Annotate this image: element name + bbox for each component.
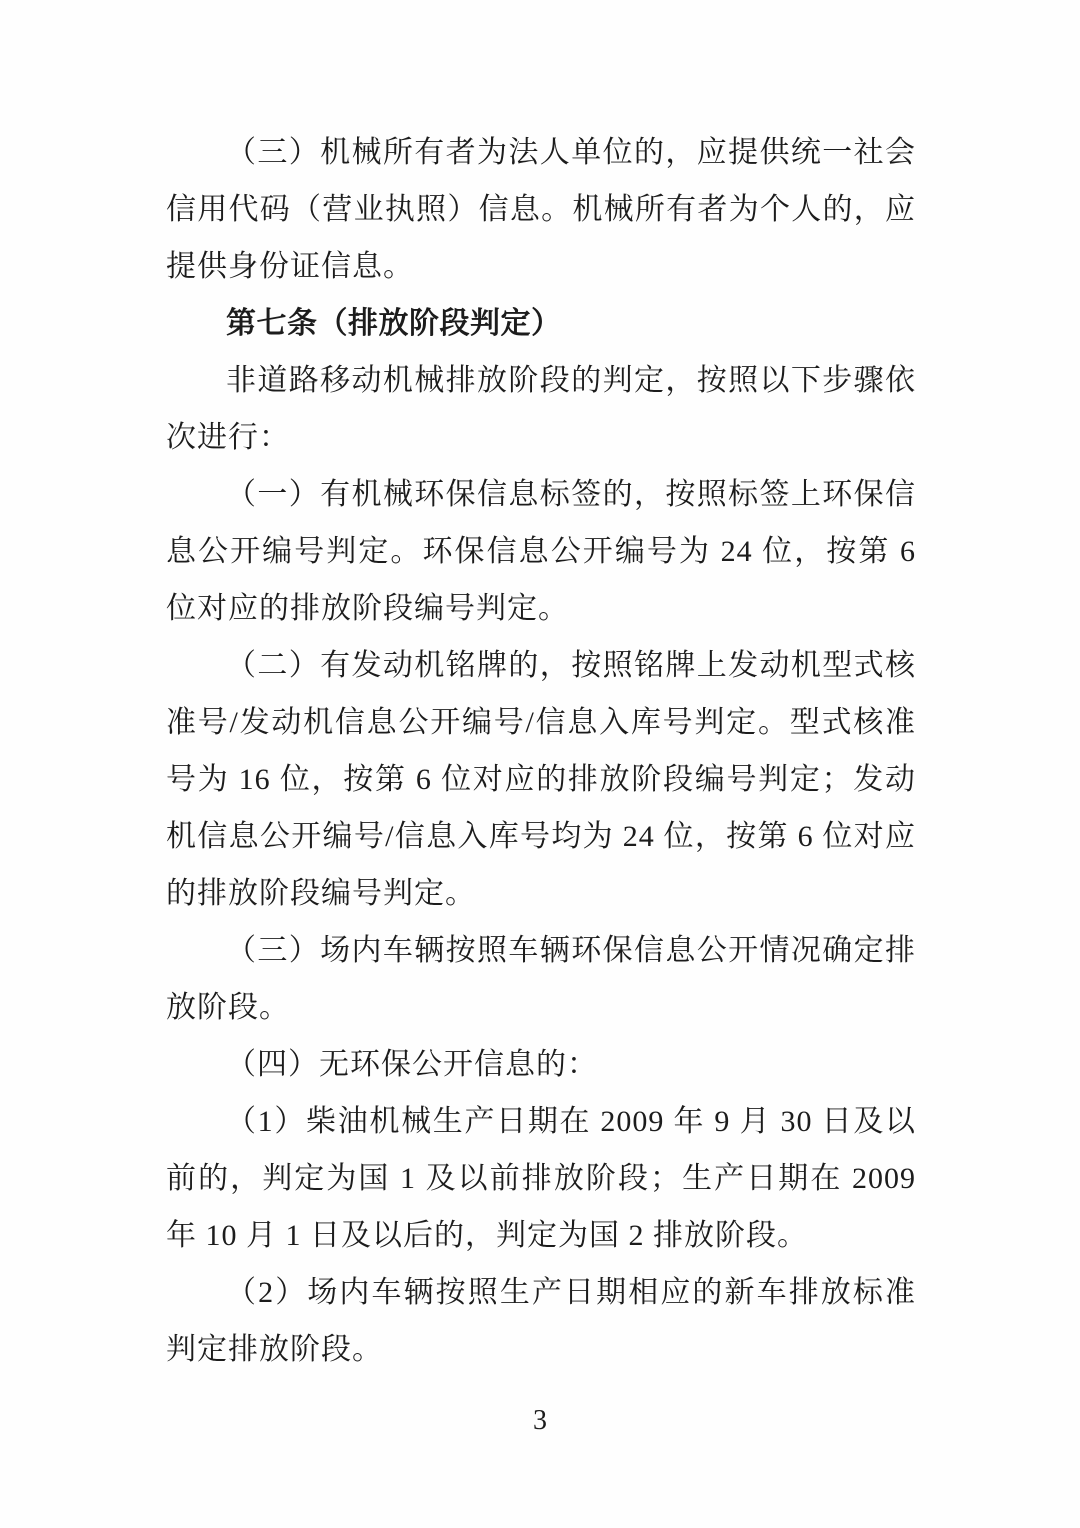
paragraph: （一）有机械环保信息标签的，按照标签上环保信息公开编号判定。环保信息公开编号为 24 位，按第 6 位对应的排放阶段编号判定。	[166, 478, 916, 625]
paragraph: （三）场内车辆按照车辆环保信息公开情况确定排放阶段。	[166, 934, 916, 1024]
paragraph: （1）柴油机械生产日期在 2009 年 9 月 30 日及以前的，判定为国 1 及以前排放阶段；生产日期在 2009 年 10 月 1 日及以后的，判定为国 2 排放阶段。	[166, 1105, 916, 1252]
paragraph: （二）有发动机铭牌的，按照铭牌上发动机型式核准号/发动机信息公开编号/信息入库号判定。型式核准号为 16 位，按第 6 位对应的排放阶段编号判定；发动机信息公开编号/信息入库号均为 24 位，按第 6 位对应的排放阶段编号判定。	[166, 649, 916, 910]
paragraph: （四）无环保公开信息的：	[226, 1048, 598, 1081]
document-body	[166, 124, 916, 1378]
paragraph: （三）机械所有者为法人单位的，应提供统一社会信用代码（营业执照）信息。机械所有者为个人的，应提供身份证信息。	[166, 136, 916, 283]
paragraph: 非道路移动机械排放阶段的判定，按照以下步骤依次进行：	[166, 364, 916, 454]
section-heading: 第七条（排放阶段判定）	[226, 307, 562, 340]
paragraph: （2）场内车辆按照生产日期相应的新车排放标准判定排放阶段。	[166, 1276, 916, 1366]
page-number: 3	[533, 1405, 547, 1436]
